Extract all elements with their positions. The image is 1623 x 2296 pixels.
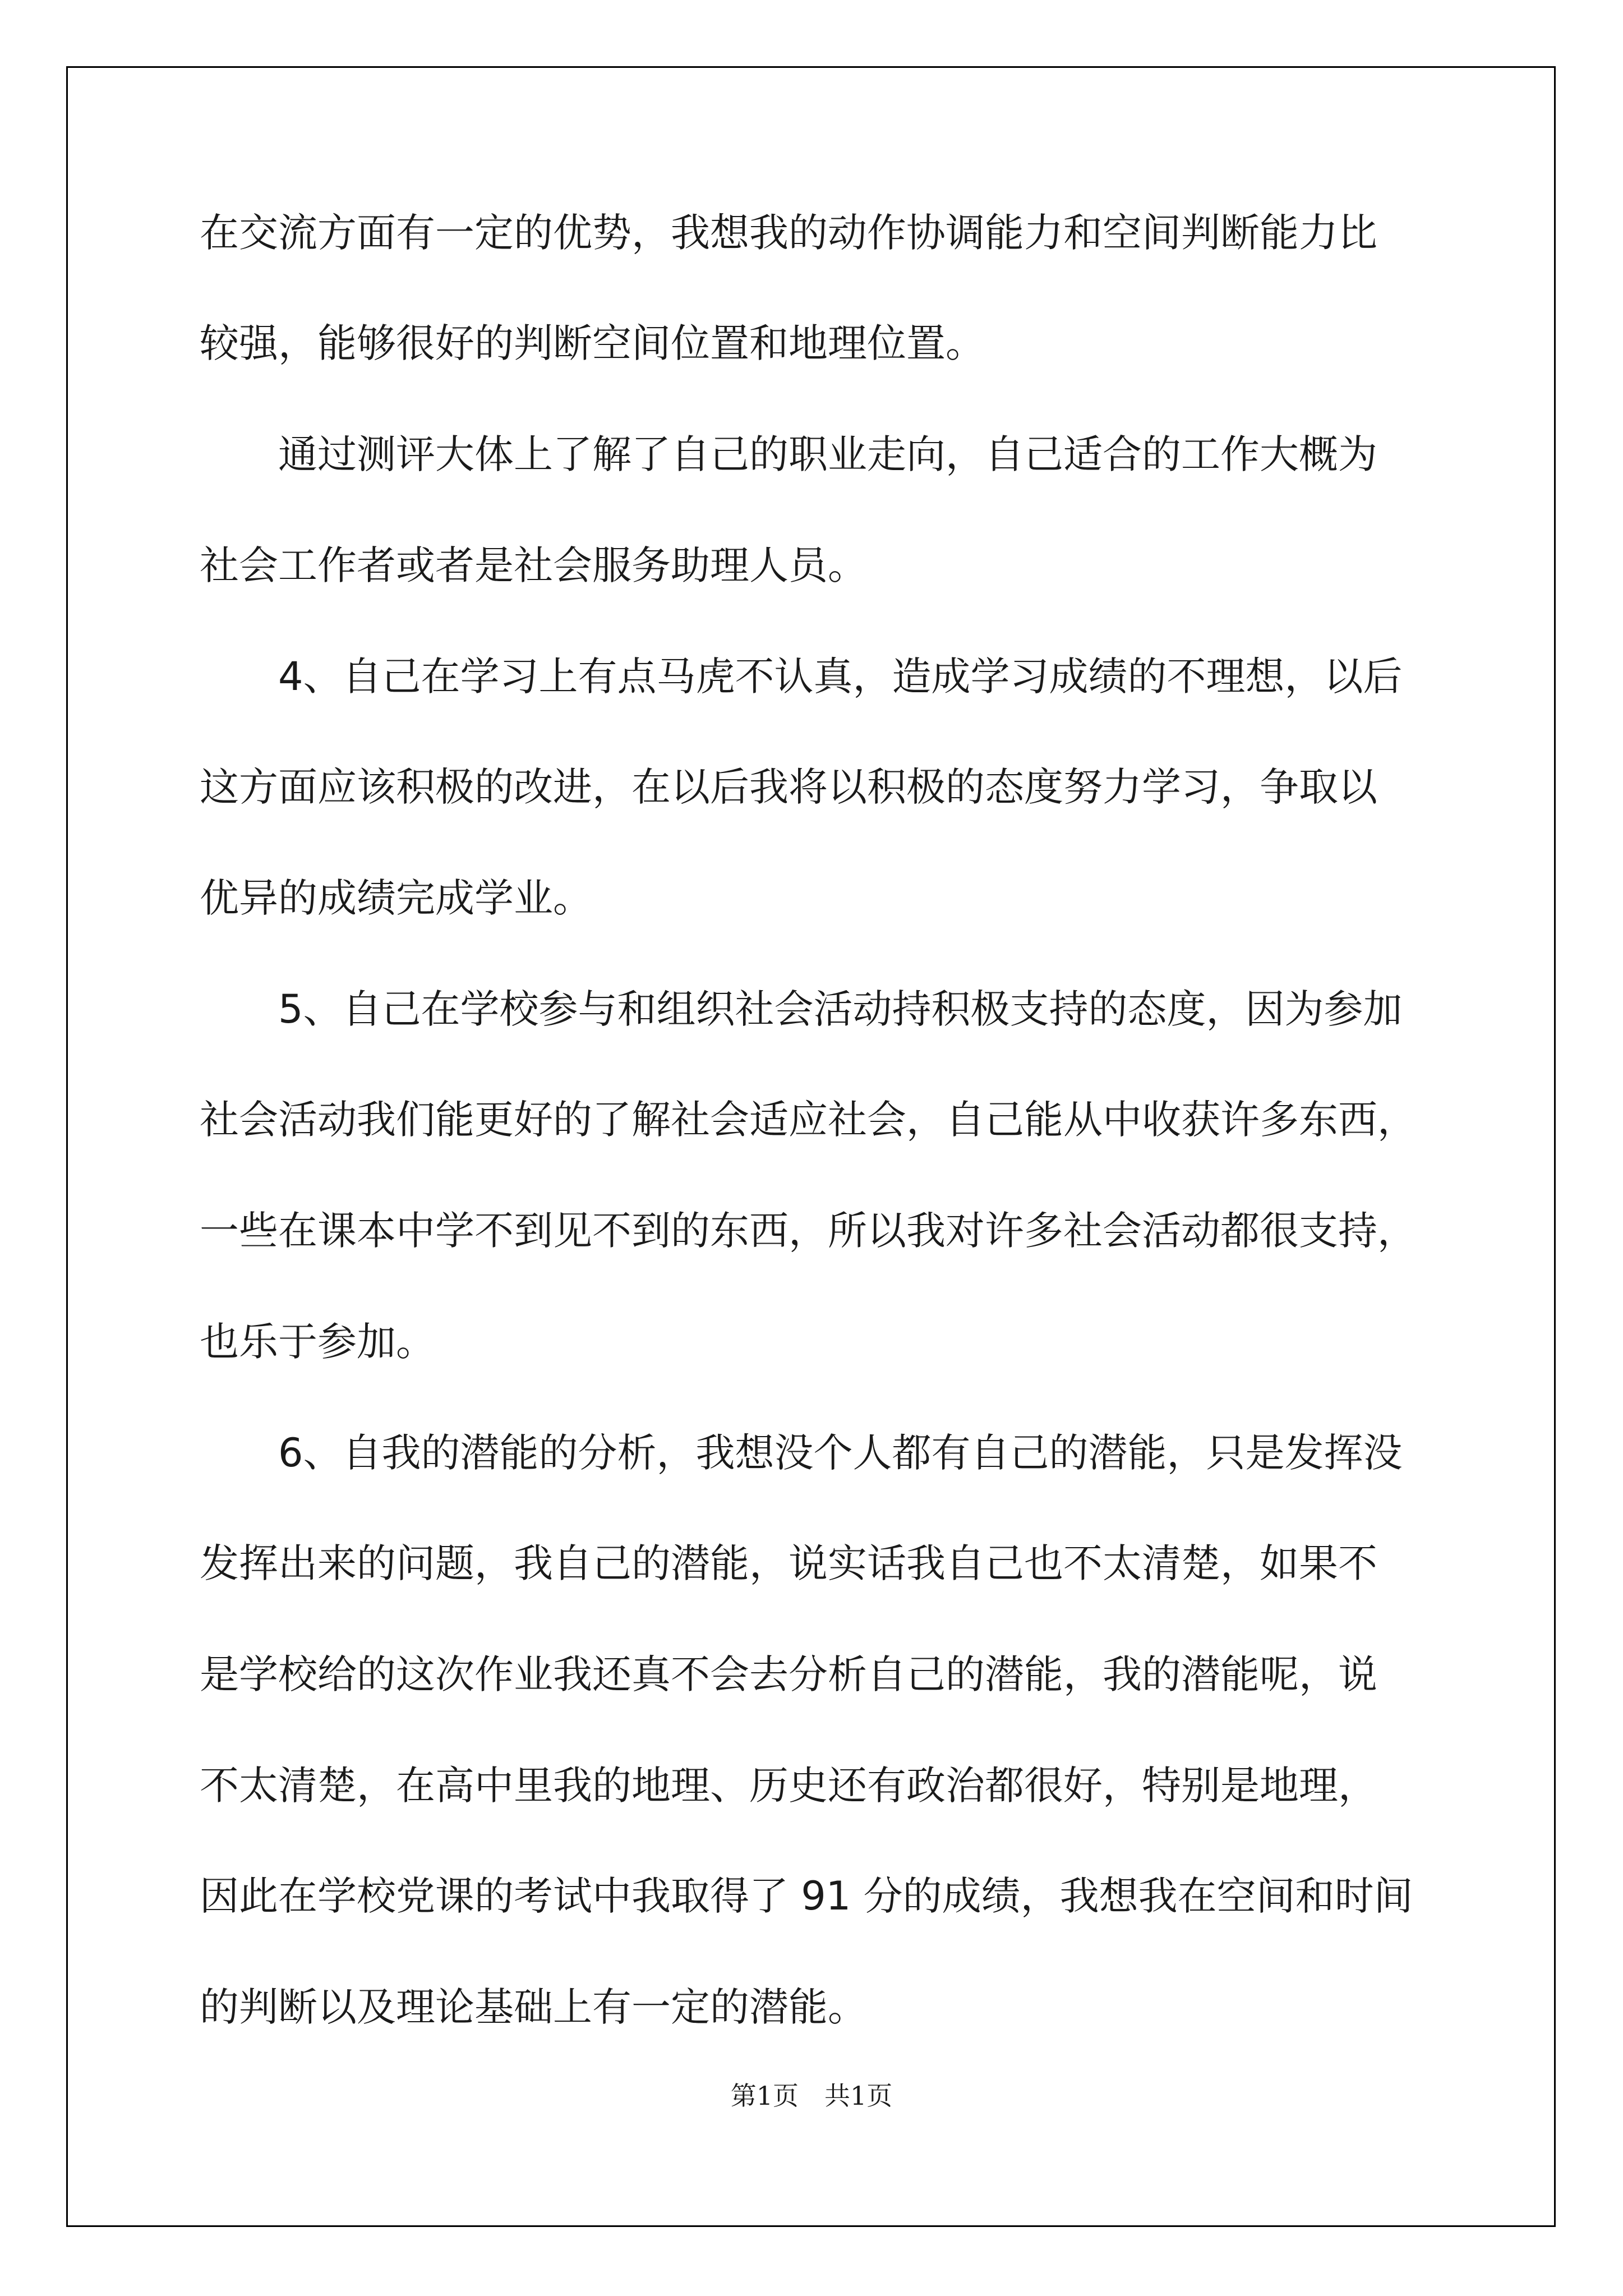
text-line: 发挥出来的问题，我自己的潜能，说实话我自己也不太清楚，如果不 xyxy=(200,1540,1377,1586)
page-number-footer: 第1页 共1页 xyxy=(730,2081,893,2111)
text-line: 社会工作者或者是社会服务助理人员。 xyxy=(200,542,867,588)
text-line: 6、自我的潜能的分析，我想没个人都有自己的潜能，只是发挥没 xyxy=(278,1430,1403,1476)
text-line: 在交流方面有一定的优势，我想我的动作协调能力和空间判断能力比 xyxy=(200,210,1377,256)
text-line: 这方面应该积极的改进，在以后我将以积极的态度努力学习，争取以 xyxy=(200,764,1377,810)
text-line: 优异的成绩完成学业。 xyxy=(200,875,592,921)
text-line: 也乐于参加。 xyxy=(200,1319,435,1365)
text-line: 的判断以及理论基础上有一定的潜能。 xyxy=(200,1984,867,2030)
text-line: 是学校给的这次作业我还真不会去分析自己的潜能，我的潜能呢，说 xyxy=(200,1651,1377,1697)
text-line: 4、自己在学习上有点马虎不认真，造成学习成绩的不理想，以后 xyxy=(278,654,1403,700)
text-line: 社会活动我们能更好的了解社会适应社会，自己能从中收获许多东西， xyxy=(200,1097,1417,1143)
text-line: 5、自己在学校参与和组织社会活动持积极支持的态度，因为参加 xyxy=(278,986,1403,1032)
text-line: 较强，能够很好的判断空间位置和地理位置。 xyxy=(200,320,985,366)
text-line: 因此在学校党课的考试中我取得了 91 分的成绩，我想我在空间和时间 xyxy=(200,1873,1413,1919)
text-line: 一些在课本中学不到见不到的东西，所以我对许多社会活动都很支持， xyxy=(200,1208,1417,1254)
text-line: 通过测评大体上了解了自己的职业走向，自己适合的工作大概为 xyxy=(278,431,1377,477)
text-line: 不太清楚，在高中里我的地理、历史还有政治都很好，特别是地理， xyxy=(200,1763,1377,1809)
